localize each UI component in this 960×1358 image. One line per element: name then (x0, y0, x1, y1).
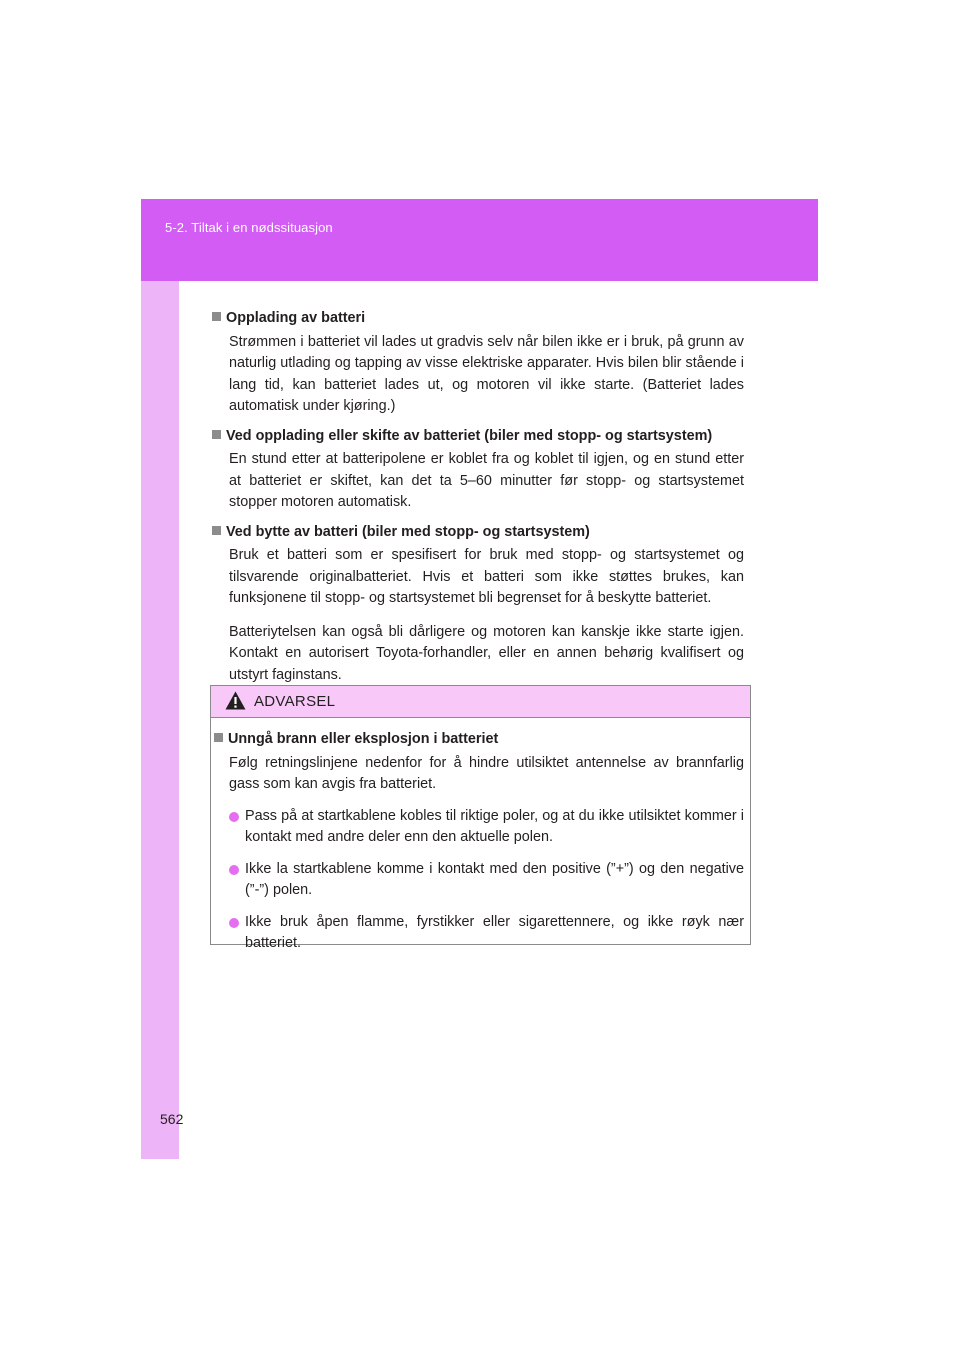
warning-bullet: Pass på at startkablene kobles til riktige poler, og at du ikke utilsiktet kommer i kontakt med andre deler enn den aktuelle polen. (229, 806, 744, 849)
paragraph: En stund etter at batteripolene er koblet fra og koblet til igjen, og en stund etter at batteriet er skiftet, kan det ta 5–60 minutter før stopp- og startsystemet stopper motoren automatisk. (229, 451, 744, 510)
warning-bullet: Ikke bruk åpen flamme, fyrstikker eller sigarettennere, og ikke røyk nær batteriet. (229, 912, 744, 955)
section-skifte-batteri (212, 426, 744, 514)
warning-triangle-icon (225, 691, 246, 710)
page-number: 562 (160, 1111, 184, 1127)
section-heading: Ved opplading eller skifte av batteriet (biler med stopp- og startsystem) (212, 426, 744, 448)
paragraph: Bruk et batteri som er spesifisert for bruk med stopp- og startsystemet og tilsvarende originalbatteriet. Hvis et batteri som ikke støttes brukes, kan funksjonene til stopp- og startsystemet bli begrenset for å beskytte batteriet. (229, 547, 744, 606)
square-bullet-icon (214, 733, 223, 742)
section-bytte-batteri (212, 522, 744, 687)
warning-title: ADVARSEL (254, 693, 336, 710)
circle-bullet-icon (229, 918, 239, 928)
chapter-header-bar (141, 199, 818, 281)
chapter-title: 5-2. Tiltak i en nødssituasjon (165, 220, 333, 235)
circle-bullet-icon (229, 812, 239, 822)
warning-body (214, 729, 744, 955)
warning-intro: Følg retningslinjene nedenfor for å hindre utilsiktet antennelse av brannfarlig gass som kan avgis fra batteriet. (229, 754, 744, 792)
warning-header (211, 686, 750, 718)
side-strip (141, 199, 179, 1159)
circle-bullet-icon (229, 865, 239, 875)
square-bullet-icon (212, 430, 221, 439)
warning-bullet: Ikke la startkablene komme i kontakt med den positive (”+”) og den negative (”-”) polen. (229, 859, 744, 902)
square-bullet-icon (212, 312, 221, 321)
section-heading: Opplading av batteri (212, 308, 744, 330)
paragraph: Batteriytelsen kan også bli dårligere og motoren kan kanskje ikke starte igjen. Kontakt en autorisert Toyota-forhandler, eller en annen behørig kvalifisert og utstyrt faginstans. (229, 623, 744, 683)
warning-box (210, 685, 751, 951)
main-content (212, 308, 744, 694)
square-bullet-icon (212, 526, 221, 535)
paragraph: Strømmen i batteriet vil lades ut gradvis selv når bilen ikke er i bruk, på grunn av naturlig utlading og tapping av visse elektriske apparater. Hvis bilen blir stående i lang tid, kan batteriet lades ut, og motoren vil ikke starte. (Batteriet lades automatisk under kjøring.) (229, 333, 744, 414)
section-heading: Ved bytte av batteri (biler med stopp- og startsystem) (212, 522, 744, 544)
section-opplading (212, 308, 744, 418)
warning-heading: Unngå brann eller eksplosjon i batteriet (214, 729, 744, 751)
